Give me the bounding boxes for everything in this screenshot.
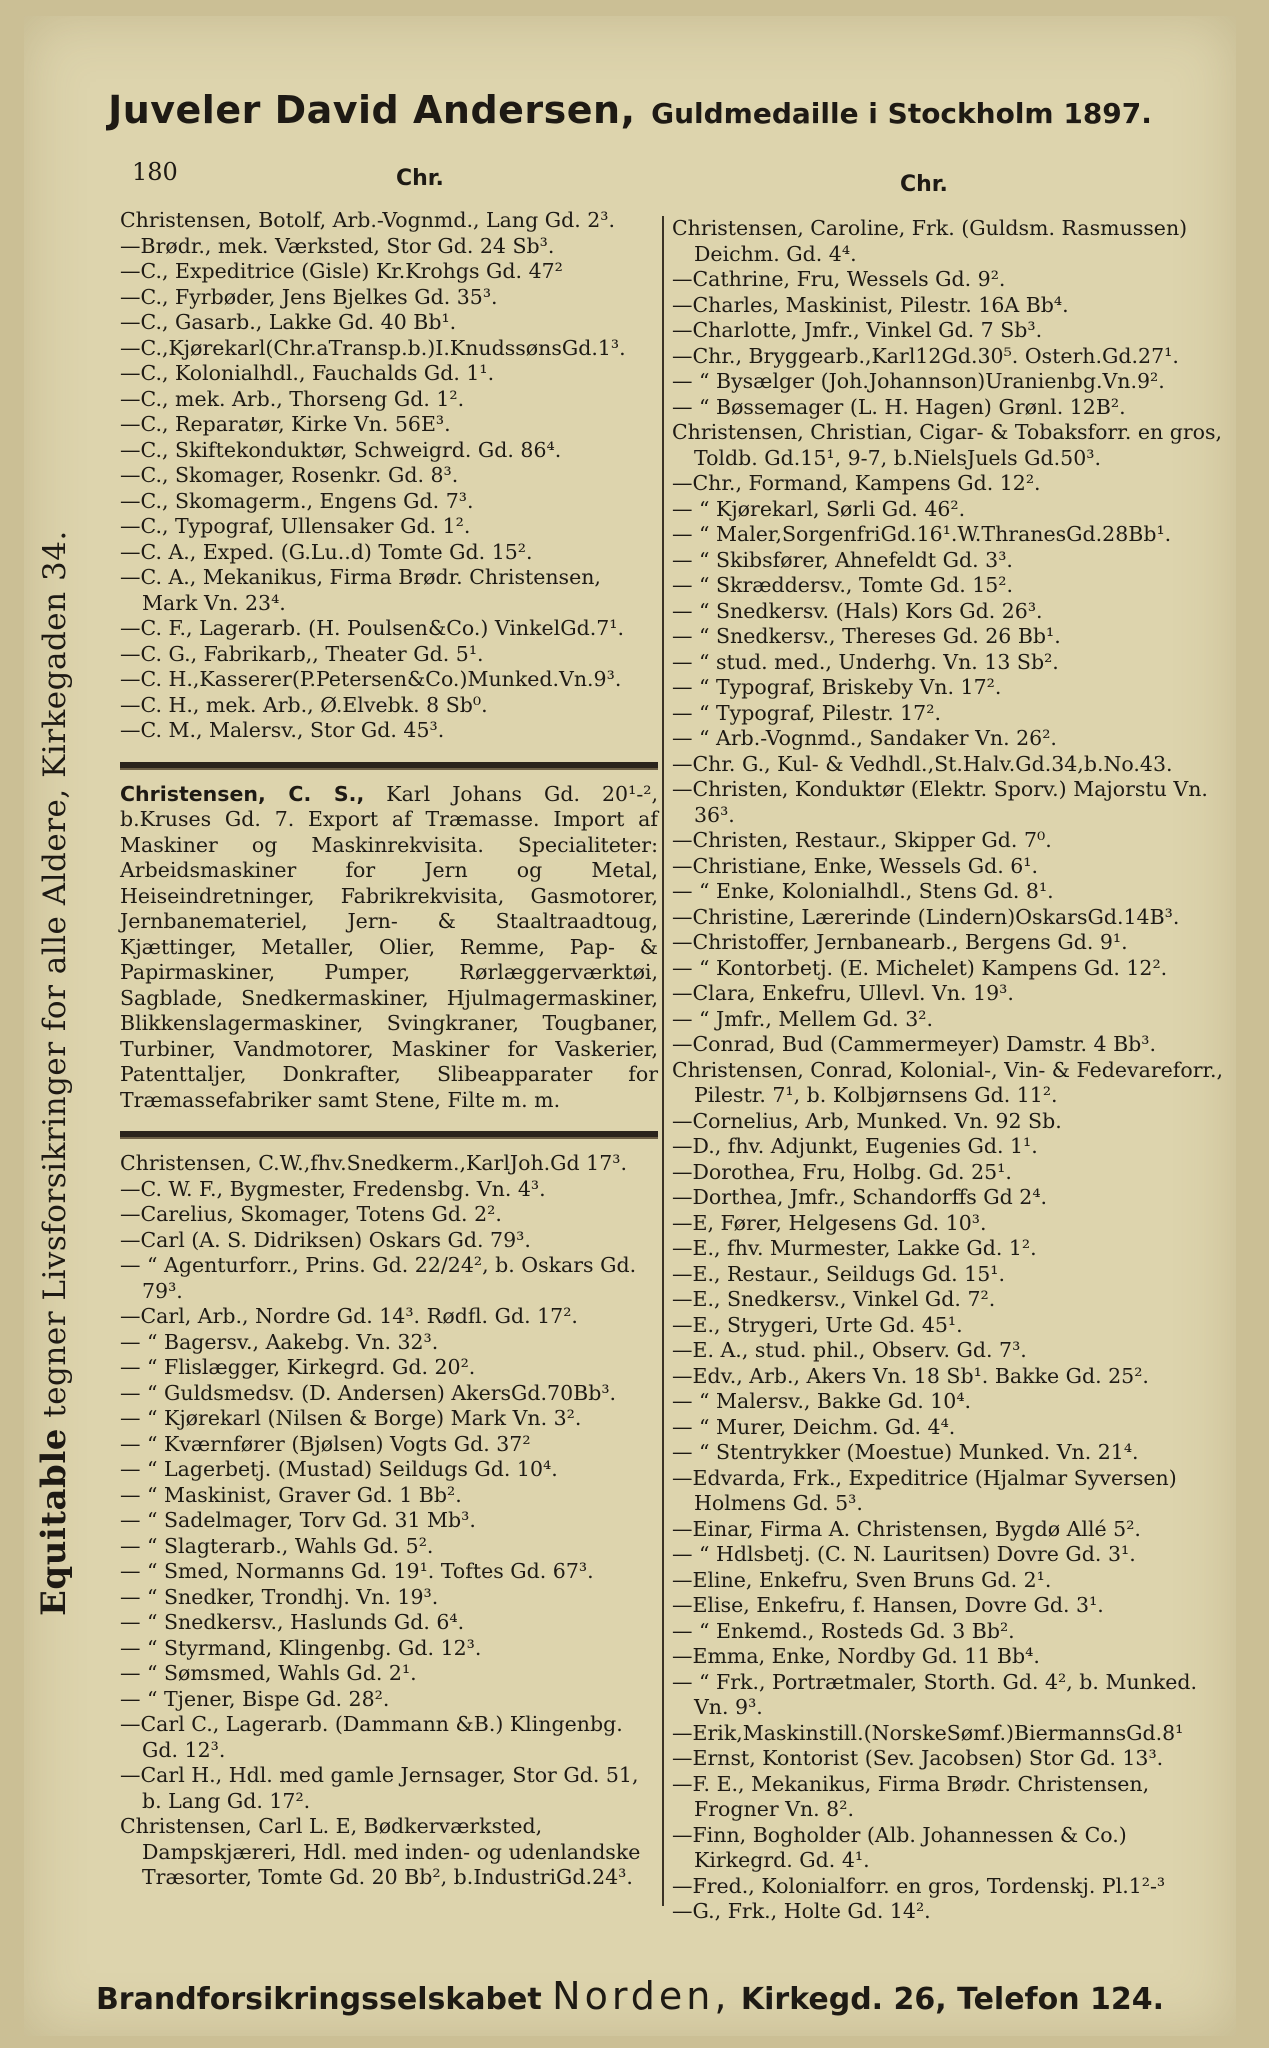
directory-entry: —Brødr., mek. Værksted, Stor Gd. 24 Sb³. (120, 233, 555, 258)
directory-entry: —Christen, Konduktør (Elektr. Sporv.) Majorstu Vn. 36³. (672, 777, 1215, 827)
directory-entry: — “ Typograf, Briskeby Vn. 17². (672, 675, 1002, 699)
directory-entry: — “ Maler,SorgenfriGd.16¹.W.ThranesGd.28Bb¹. (672, 522, 1172, 546)
directory-entry: Christensen, Carl L. E, Bødkerværksted, Dampskjæreri, Hdl. med inden- og udenlandske Træsorter, Tomte Gd. 20 Bb², b.IndustriGd.24³. (120, 1814, 647, 1889)
directory-entry: —E, Fører, Helgesens Gd. 10³. (672, 1210, 987, 1235)
directory-entry: — “ Murer, Deichm. Gd. 4⁴. (672, 1414, 956, 1439)
directory-entry: —Chr., Bryggearb.,Karl12Gd.30⁵. Osterh.Gd.27¹. (672, 343, 1179, 368)
section-rule (120, 762, 658, 770)
left-entries-top (120, 208, 658, 744)
directory-entry: Christensen, Caroline, Frk. (Guldsm. Rasmussen) Deichm. Gd. 4⁴. (672, 216, 1194, 266)
directory-entry: — “ Kværnfører (Bjølsen) Vogts Gd. 37² (120, 1431, 531, 1456)
footer-pre: Brandforsikringsselskabet (95, 1982, 542, 2017)
directory-entry: — “ Bysælger (Joh.Johannson)Uranienbg.Vn.9². (672, 369, 1165, 393)
directory-entry: —C., Expeditrice (Gisle) Kr.Krohgs Gd. 47² (120, 259, 563, 283)
directory-entry: —E. A., stud. phil., Observ. Gd. 7³. (672, 1338, 1027, 1362)
directory-entry: —Fred., Kolonialforr. en gros, Tordenskj. Pl.1²-³ (672, 1873, 1166, 1898)
section-rule (120, 1131, 658, 1139)
directory-entry: —C., Fyrbøder, Jens Bjelkes Gd. 35³. (120, 284, 498, 309)
directory-entry: —Erik,Maskinstill.(NorskeSømf.)BiermannsGd.8¹ (672, 1720, 1184, 1745)
footer-post: Kirkegd. 26, Telefon 124. (740, 1982, 1165, 2017)
right-column (672, 216, 1232, 1925)
directory-entry: —Conrad, Bud (Cammermeyer) Damstr. 4 Bb³. (672, 1032, 1157, 1056)
directory-entry: —Edv., Arb., Akers Vn. 18 Sb¹. Bakke Gd. 25². (672, 1363, 1149, 1388)
directory-entry: —Carl (A. S. Didriksen) Oskars Gd. 79³. (120, 1227, 531, 1252)
directory-entry: — “ Lagerbetj. (Mustad) Seildugs Gd. 10⁴. (120, 1457, 558, 1481)
directory-entry: — “ Enkemd., Rosteds Gd. 3 Bb². (672, 1618, 1015, 1643)
directory-entry: —C., Kolonialhdl., Fauchalds Gd. 1¹. (120, 361, 495, 385)
directory-entry: —C. A., Mekanikus, Firma Brødr. Christensen, Mark Vn. 23⁴. (120, 565, 608, 615)
directory-entry: — “ Arb.-Vognmd., Sandaker Vn. 26². (672, 726, 1057, 750)
directory-entry: —C. M., Malersv., Stor Gd. 45³. (120, 718, 445, 742)
directory-entry: —C., Skomagerm., Engens Gd. 7³. (120, 488, 474, 513)
directory-entry: —E., Snedkersv., Vinkel Gd. 7². (672, 1287, 996, 1311)
directory-entry: —C., Gasarb., Lakke Gd. 40 Bb¹. (120, 310, 457, 334)
directory-entry: — “ Bagersv., Aakebg. Vn. 32³. (120, 1329, 439, 1354)
directory-entry: —C., Typograf, Ullensaker Gd. 1². (120, 514, 471, 538)
directory-entry: — “ Frk., Portrætmaler, Storth. Gd. 4², b. Munked. Vn. 9³. (672, 1669, 1204, 1719)
column-divider (662, 216, 664, 1906)
directory-entry: —Chr. G., Kul- & Vedhdl.,St.Halv.Gd.34,b.No.43. (672, 751, 1173, 776)
directory-entry: —Christoffer, Jernbanearb., Bergens Gd. 9¹. (672, 930, 1128, 954)
directory-entry: — “ Bøssemager (L. H. Hagen) Grønl. 12B². (672, 394, 1126, 419)
directory-entry: —Clara, Enkefru, Ullevl. Vn. 19³. (672, 981, 1014, 1005)
directory-entry: — “ Skibsfører, Ahnefeldt Gd. 3³. (672, 547, 1013, 572)
directory-entry: —C., Skomager, Rosenkr. Gd. 8³. (120, 463, 459, 487)
side-ad-text: tegner Livsforsikringer for alle Aldere, Kirkegaden 34. (37, 530, 73, 1418)
left-column (120, 208, 658, 1891)
directory-entry: — “ stud. med., Underhg. Vn. 13 Sb². (672, 649, 1059, 674)
directory-entry: —Cornelius, Arb, Munked. Vn. 92 Sb. (672, 1108, 1062, 1133)
directory-entry: —Finn, Bogholder (Alb. Johannessen & Co.) Kirkegrd. Gd. 4¹. (672, 1822, 1134, 1872)
directory-entry: —Chr., Formand, Kampens Gd. 12². (672, 471, 1041, 495)
directory-entry: —C.,Kjørekarl(Chr.aTransp.b.)I.KnudssønsGd.1³. (120, 335, 626, 360)
directory-entry: —C. F., Lagerarb. (H. Poulsen&Co.) VinkelGd.7¹. (120, 616, 625, 640)
directory-entry: — “ Typograf, Pilestr. 17². (672, 700, 941, 725)
directory-entry: — “ Tjener, Bispe Gd. 28². (120, 1686, 390, 1711)
directory-entry: — “ Kjørekarl, Sørli Gd. 46². (672, 496, 966, 521)
directory-entry: —G., Frk., Holte Gd. 14². (672, 1899, 931, 1923)
footer-name: Norden, (552, 1974, 731, 2018)
directory-entry: —E., Restaur., Seildugs Gd. 15¹. (672, 1261, 1005, 1286)
page-number: 180 (132, 158, 178, 186)
directory-entry: —Cathrine, Fru, Wessels Gd. 9². (672, 267, 1006, 291)
advert-text: Karl Johans Gd. 20¹-², b.Kruses Gd. 7. Export af Træmasse. Import af Maskiner og Maskinrekvisita. Specialiteter: Arbeidsmaskiner for Jern og Metal, Heiseindretninger, Fabrikrekvisita, Gasmotorer, Jernbanemateriel, Jern- & Staaltraadtoug, Kjættinger, Metaller, Olier, Remme, Pap- & Papirmaskiner, Pumper, Rørlæggerværktøi, Sagblade, Snedkermaskiner, Hjulmagermaskiner, Blikkenslagermaskiner, Svingkraner, Tougbaner, Turbiner, Vandmotorer, Maskiner for Vaskerier, Patenttaljer, Donkrafter, Slibeapparater for Træmassefabriker samt Stene, Filte m. m. (120, 781, 658, 1112)
directory-entry: Christensen, C.W.,fhv.Snedkerm.,KarlJoh.Gd 17³. (120, 1151, 628, 1175)
directory-entry: —C. A., Exped. (G.Lu..d) Tomte Gd. 15². (120, 539, 533, 564)
directory-entry: — “ Sadelmager, Torv Gd. 31 Mb³. (120, 1508, 476, 1532)
header-subtitle: Guldmedaille i Stockholm 1897. (651, 97, 1152, 130)
side-advertisement (34, 56, 74, 1616)
directory-entry: —Carl H., Hdl. med gamle Jernsager, Stor Gd. 51, b. Lang Gd. 17². (120, 1763, 646, 1813)
directory-entry: —Carelius, Skomager, Totens Gd. 2². (120, 1202, 502, 1226)
directory-entry: — “ Stentrykker (Moestue) Munked. Vn. 21⁴. (672, 1440, 1139, 1464)
directory-entry: — “ Flislægger, Kirkegrd. Gd. 20². (120, 1355, 476, 1379)
directory-entry: —Dorothea, Fru, Holbg. Gd. 25¹. (672, 1159, 1012, 1184)
directory-entry: —Dorthea, Jmfr., Schandorffs Gd 2⁴. (672, 1185, 1048, 1209)
directory-entry: — “ Styrmand, Klingenbg. Gd. 12³. (120, 1635, 482, 1660)
left-entries-bottom (120, 1151, 658, 1891)
directory-entry: —C. G., Fabrikarb,, Theater Gd. 5¹. (120, 641, 484, 666)
directory-entry: — “ Enke, Kolonialhdl., Stens Gd. 8¹. (672, 879, 1054, 903)
directory-entry: —Ernst, Kontorist (Sev. Jacobsen) Stor Gd. 13³. (672, 1746, 1164, 1770)
directory-entry: Christensen, Christian, Cigar- & Tobaksforr. en gros, Toldb. Gd.15¹, 9-7, b.NielsJuels Gd.50³. (672, 420, 1229, 470)
directory-entry: —C. W. F., Bygmester, Fredensbg. Vn. 4³. (120, 1176, 546, 1201)
directory-entry: —E., Strygeri, Urte Gd. 45¹. (672, 1312, 963, 1337)
directory-entry: —Charles, Maskinist, Pilestr. 16A Bb⁴. (672, 292, 1069, 317)
directory-entry: —E., fhv. Murmester, Lakke Gd. 1². (672, 1236, 1037, 1260)
directory-entry: — “ Snedkersv., Thereses Gd. 26 Bb¹. (672, 624, 1061, 648)
page-footer (24, 1974, 1236, 2018)
directory-entry: —Christine, Lærerinde (Lindern)OskarsGd.14B³. (672, 904, 1180, 929)
directory-entry: — “ Kontorbetj. (E. Michelet) Kampens Gd. 12². (672, 955, 1168, 980)
directory-entry: —Charlotte, Jmfr., Vinkel Gd. 7 Sb³. (672, 318, 1043, 342)
directory-entry: —Christiane, Enke, Wessels Gd. 6¹. (672, 853, 1039, 878)
directory-entry: —C. H.,Kasserer(P.Petersen&Co.)Munked.Vn.9³. (120, 667, 622, 691)
directory-entry: — “ Sømsmed, Wahls Gd. 2¹. (120, 1661, 417, 1685)
directory-entry: —Edvarda, Frk., Expeditrice (Hjalmar Syversen) Holmens Gd. 5³. (672, 1465, 1184, 1515)
directory-entry: —Elise, Enkefru, f. Hansen, Dovre Gd. 3¹. (672, 1593, 1104, 1617)
directory-entry: — “ Hdlsbetj. (C. N. Lauritsen) Dovre Gd. 3¹. (672, 1542, 1136, 1566)
directory-entry: —C., mek. Arb., Thorseng Gd. 1². (120, 386, 465, 411)
directory-entry: —Einar, Firma A. Christensen, Bygdø Allé 5². (672, 1516, 1141, 1541)
directory-entry: — “ Agenturforr., Prins. Gd. 22/24², b. Oskars Gd. 79³. (120, 1253, 643, 1303)
directory-entry: —C. H., mek. Arb., Ø.Elvebk. 8 Sb⁰. (120, 692, 488, 717)
directory-entry: —C., Reparatør, Kirke Vn. 56E³. (120, 412, 451, 436)
directory-entry: —Christen, Restaur., Skipper Gd. 7⁰. (672, 828, 1052, 852)
directory-entry: —Eline, Enkefru, Sven Bruns Gd. 2¹. (672, 1567, 1052, 1592)
directory-entry: —Carl, Arb., Nordre Gd. 14³. Rødfl. Gd. 17². (120, 1304, 578, 1328)
directory-entry: — “ Snedker, Trondhj. Vn. 19³. (120, 1584, 439, 1609)
header-title: Juveler David Andersen, (108, 88, 636, 132)
directory-entry: —Carl C., Lagerarb. (Dammann &B.) Klingenbg. Gd. 12³. (120, 1712, 630, 1762)
column-head-left: Chr. (396, 166, 444, 191)
column-head-right: Chr. (900, 172, 948, 197)
side-ad-lead: Equitable (34, 1428, 74, 1616)
directory-entry: —F. E., Mekanikus, Firma Brødr. Christensen, Frogner Vn. 8². (672, 1771, 1156, 1821)
advert-block (120, 782, 658, 1114)
directory-entry: —C., Skiftekonduktør, Schweigrd. Gd. 86⁴. (120, 437, 562, 462)
right-entries (672, 216, 1232, 1925)
page-header (24, 88, 1236, 132)
directory-entry: — “ Jmfr., Mellem Gd. 3². (672, 1006, 933, 1031)
directory-entry: — “ Skræddersv., Tomte Gd. 15². (672, 573, 1014, 597)
directory-entry: — “ Snedkersv. (Hals) Kors Gd. 26³. (672, 598, 1043, 623)
directory-entry: — “ Maskinist, Graver Gd. 1 Bb². (120, 1482, 462, 1507)
directory-entry: — “ Smed, Normanns Gd. 19¹. Toftes Gd. 67³. (120, 1559, 594, 1583)
directory-entry: —Emma, Enke, Nordby Gd. 11 Bb⁴. (672, 1644, 1040, 1668)
directory-entry: — “ Slagterarb., Wahls Gd. 5². (120, 1533, 434, 1558)
directory-entry: —D., fhv. Adjunkt, Eugenies Gd. 1¹. (672, 1134, 1038, 1158)
directory-entry: — “ Snedkersv., Haslunds Gd. 6⁴. (120, 1610, 465, 1634)
directory-entry: Christensen, Botolf, Arb.-Vognmd., Lang Gd. 2³. (120, 208, 616, 232)
advert-lead: Christensen, C. S., (120, 781, 365, 806)
directory-entry: — “ Guldsmedsv. (D. Andersen) AkersGd.70Bb³. (120, 1380, 617, 1405)
directory-entry: — “ Kjørekarl (Nilsen & Borge) Mark Vn. 3². (120, 1406, 582, 1430)
directory-entry: — “ Malersv., Bakke Gd. 10⁴. (672, 1389, 972, 1413)
directory-page (24, 16, 1236, 2036)
directory-entry: Christensen, Conrad, Kolonial-, Vin- & Fedevareforr., Pilestr. 7¹, b. Kolbjørnsens Gd. 11². (672, 1057, 1230, 1107)
